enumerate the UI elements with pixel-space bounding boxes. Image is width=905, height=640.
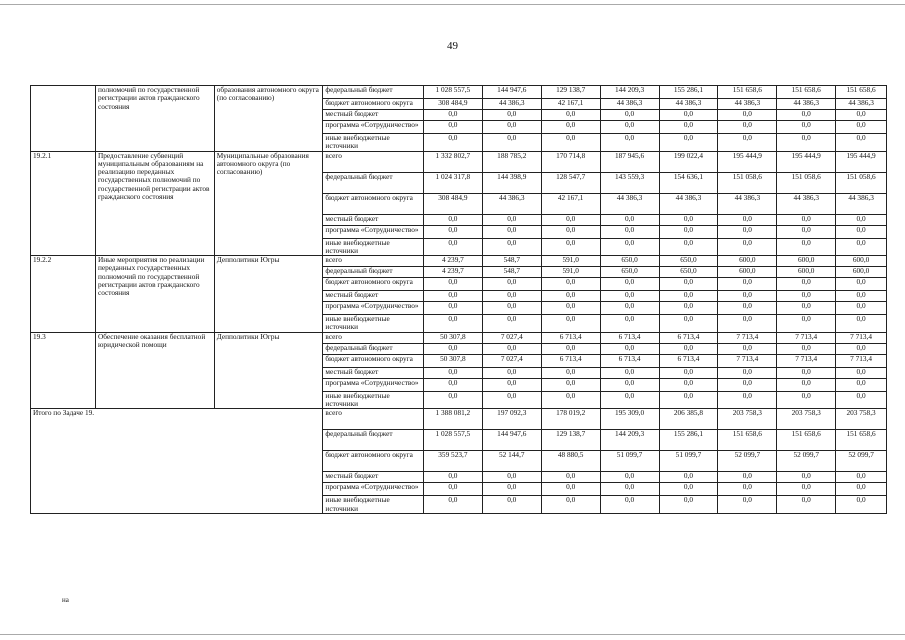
amount-cell: 206 385,8 <box>659 409 718 430</box>
amount-cell: 1 332 802,7 <box>423 151 482 172</box>
amount-cell: 0,0 <box>423 121 482 134</box>
amount-cell: 650,0 <box>600 267 659 278</box>
amount-cell: 548,7 <box>482 256 541 267</box>
amount-cell: 0,0 <box>541 315 600 333</box>
amount-cell: 308 484,9 <box>423 193 482 214</box>
amount-cell: 155 286,1 <box>659 86 718 99</box>
amount-cell: 600,0 <box>836 267 887 278</box>
row-executor: образования автономного округа (по согласованию) <box>214 86 323 152</box>
amount-cell: 0,0 <box>423 391 482 409</box>
amount-cell: 4 239,7 <box>423 267 482 278</box>
amount-cell: 52 144,7 <box>482 451 541 472</box>
amount-cell: 44 386,3 <box>659 193 718 214</box>
amount-cell: 0,0 <box>836 278 887 291</box>
funding-source: иные внебюджетные источники <box>323 391 424 409</box>
amount-cell: 0,0 <box>600 134 659 152</box>
amount-cell: 0,0 <box>482 110 541 121</box>
amount-cell: 7 713,4 <box>777 354 836 367</box>
amount-cell: 0,0 <box>659 134 718 152</box>
funding-source: программа «Сотрудничество» <box>323 121 424 134</box>
funding-source: иные внебюджетные источники <box>323 496 424 514</box>
funding-source: бюджет автономного округа <box>323 451 424 472</box>
total-row <box>31 409 887 430</box>
amount-cell: 0,0 <box>600 472 659 483</box>
budget-table <box>30 85 887 514</box>
amount-cell: 0,0 <box>482 134 541 152</box>
amount-cell: 195 444,9 <box>836 151 887 172</box>
amount-cell: 591,0 <box>541 256 600 267</box>
amount-cell: 44 386,3 <box>836 193 887 214</box>
funding-source: федеральный бюджет <box>323 172 424 193</box>
amount-cell: 0,0 <box>777 134 836 152</box>
amount-cell: 6 713,4 <box>541 332 600 343</box>
amount-cell: 0,0 <box>541 291 600 302</box>
amount-cell: 0,0 <box>541 391 600 409</box>
amount-cell: 0,0 <box>659 315 718 333</box>
amount-cell: 0,0 <box>541 214 600 225</box>
amount-cell: 0,0 <box>836 238 887 256</box>
amount-cell: 0,0 <box>659 110 718 121</box>
amount-cell: 0,0 <box>423 472 482 483</box>
amount-cell: 0,0 <box>836 315 887 333</box>
amount-cell: 0,0 <box>541 483 600 496</box>
amount-cell: 0,0 <box>482 378 541 391</box>
table-row <box>31 256 887 267</box>
amount-cell: 203 758,3 <box>777 409 836 430</box>
amount-cell: 0,0 <box>423 315 482 333</box>
amount-cell: 0,0 <box>541 496 600 514</box>
amount-cell: 0,0 <box>541 302 600 315</box>
amount-cell: 44 386,3 <box>836 99 887 110</box>
amount-cell: 0,0 <box>482 121 541 134</box>
amount-cell: 0,0 <box>600 343 659 354</box>
funding-source: бюджет автономного округа <box>323 278 424 291</box>
funding-source: всего <box>323 409 424 430</box>
amount-cell: 0,0 <box>600 214 659 225</box>
table-row <box>31 332 887 343</box>
amount-cell: 187 945,6 <box>600 151 659 172</box>
amount-cell: 51 099,7 <box>659 451 718 472</box>
amount-cell: 1 388 081,2 <box>423 409 482 430</box>
amount-cell: 52 099,7 <box>718 451 777 472</box>
amount-cell: 0,0 <box>718 278 777 291</box>
amount-cell: 0,0 <box>836 343 887 354</box>
amount-cell: 0,0 <box>482 343 541 354</box>
amount-cell: 0,0 <box>777 378 836 391</box>
amount-cell: 129 138,7 <box>541 86 600 99</box>
amount-cell: 359 523,7 <box>423 451 482 472</box>
amount-cell: 0,0 <box>423 496 482 514</box>
amount-cell: 0,0 <box>718 378 777 391</box>
amount-cell: 0,0 <box>777 315 836 333</box>
amount-cell: 0,0 <box>718 483 777 496</box>
amount-cell: 129 138,7 <box>541 430 600 451</box>
amount-cell: 0,0 <box>718 238 777 256</box>
amount-cell: 0,0 <box>482 367 541 378</box>
amount-cell: 600,0 <box>718 267 777 278</box>
amount-cell: 0,0 <box>482 315 541 333</box>
amount-cell: 0,0 <box>423 214 482 225</box>
amount-cell: 0,0 <box>659 214 718 225</box>
amount-cell: 0,0 <box>777 110 836 121</box>
amount-cell: 48 880,5 <box>541 451 600 472</box>
amount-cell: 6 713,4 <box>600 332 659 343</box>
amount-cell: 0,0 <box>600 278 659 291</box>
amount-cell: 44 386,3 <box>659 99 718 110</box>
amount-cell: 0,0 <box>777 472 836 483</box>
amount-cell: 0,0 <box>777 343 836 354</box>
funding-source: местный бюджет <box>323 110 424 121</box>
amount-cell: 0,0 <box>718 121 777 134</box>
amount-cell: 0,0 <box>659 472 718 483</box>
amount-cell: 0,0 <box>600 110 659 121</box>
amount-cell: 0,0 <box>423 483 482 496</box>
amount-cell: 42 167,1 <box>541 193 600 214</box>
amount-cell: 0,0 <box>423 367 482 378</box>
amount-cell: 0,0 <box>423 134 482 152</box>
amount-cell: 7 027,4 <box>482 354 541 367</box>
amount-cell: 144 947,6 <box>482 86 541 99</box>
funding-source: местный бюджет <box>323 472 424 483</box>
funding-source: программа «Сотрудничество» <box>323 302 424 315</box>
amount-cell: 144 947,6 <box>482 430 541 451</box>
funding-source: федеральный бюджет <box>323 267 424 278</box>
amount-cell: 0,0 <box>423 302 482 315</box>
funding-source: федеральный бюджет <box>323 343 424 354</box>
amount-cell: 0,0 <box>482 391 541 409</box>
scan-edge-bottom <box>0 634 905 635</box>
funding-source: федеральный бюджет <box>323 86 424 99</box>
amount-cell: 0,0 <box>600 483 659 496</box>
amount-cell: 0,0 <box>541 225 600 238</box>
amount-cell: 0,0 <box>718 343 777 354</box>
amount-cell: 52 099,7 <box>777 451 836 472</box>
amount-cell: 44 386,3 <box>482 99 541 110</box>
amount-cell: 0,0 <box>718 391 777 409</box>
amount-cell: 1 028 557,5 <box>423 430 482 451</box>
amount-cell: 0,0 <box>836 302 887 315</box>
amount-cell: 0,0 <box>836 134 887 152</box>
amount-cell: 0,0 <box>777 121 836 134</box>
row-name: Обеспечение оказания бесплатной юридической помощи <box>95 332 214 409</box>
bottom-note: на <box>62 596 69 604</box>
amount-cell: 600,0 <box>718 256 777 267</box>
amount-cell: 7 713,4 <box>836 354 887 367</box>
amount-cell: 650,0 <box>659 256 718 267</box>
amount-cell: 0,0 <box>541 134 600 152</box>
amount-cell: 151 058,6 <box>836 172 887 193</box>
amount-cell: 4 239,7 <box>423 256 482 267</box>
amount-cell: 0,0 <box>600 302 659 315</box>
amount-cell: 151 658,6 <box>718 86 777 99</box>
amount-cell: 0,0 <box>836 121 887 134</box>
amount-cell: 50 307,8 <box>423 354 482 367</box>
amount-cell: 0,0 <box>482 238 541 256</box>
amount-cell: 0,0 <box>541 378 600 391</box>
amount-cell: 0,0 <box>836 225 887 238</box>
amount-cell: 0,0 <box>482 225 541 238</box>
amount-cell: 0,0 <box>541 110 600 121</box>
amount-cell: 0,0 <box>659 367 718 378</box>
amount-cell: 195 444,9 <box>777 151 836 172</box>
amount-cell: 7 027,4 <box>482 332 541 343</box>
amount-cell: 0,0 <box>718 134 777 152</box>
amount-cell: 0,0 <box>777 278 836 291</box>
amount-cell: 151 658,6 <box>777 430 836 451</box>
amount-cell: 0,0 <box>777 238 836 256</box>
amount-cell: 0,0 <box>836 496 887 514</box>
amount-cell: 6 713,4 <box>600 354 659 367</box>
amount-cell: 44 386,3 <box>718 193 777 214</box>
amount-cell: 195 309,0 <box>600 409 659 430</box>
amount-cell: 1 028 557,5 <box>423 86 482 99</box>
amount-cell: 0,0 <box>600 238 659 256</box>
amount-cell: 203 758,3 <box>718 409 777 430</box>
amount-cell: 44 386,3 <box>777 99 836 110</box>
funding-source: всего <box>323 332 424 343</box>
funding-source: программа «Сотрудничество» <box>323 225 424 238</box>
amount-cell: 0,0 <box>777 302 836 315</box>
amount-cell: 650,0 <box>659 267 718 278</box>
amount-cell: 151 058,6 <box>718 172 777 193</box>
amount-cell: 0,0 <box>482 496 541 514</box>
amount-cell: 0,0 <box>423 343 482 354</box>
amount-cell: 0,0 <box>718 291 777 302</box>
amount-cell: 0,0 <box>600 315 659 333</box>
amount-cell: 0,0 <box>836 291 887 302</box>
amount-cell: 600,0 <box>777 267 836 278</box>
amount-cell: 0,0 <box>836 391 887 409</box>
amount-cell: 0,0 <box>600 291 659 302</box>
amount-cell: 0,0 <box>836 483 887 496</box>
funding-source: иные внебюджетные источники <box>323 238 424 256</box>
amount-cell: 144 209,3 <box>600 430 659 451</box>
amount-cell: 0,0 <box>600 391 659 409</box>
amount-cell: 591,0 <box>541 267 600 278</box>
funding-source: местный бюджет <box>323 291 424 302</box>
funding-source: всего <box>323 151 424 172</box>
amount-cell: 0,0 <box>541 472 600 483</box>
amount-cell: 0,0 <box>541 278 600 291</box>
amount-cell: 650,0 <box>600 256 659 267</box>
amount-cell: 44 386,3 <box>482 193 541 214</box>
amount-cell: 0,0 <box>659 391 718 409</box>
amount-cell: 0,0 <box>718 110 777 121</box>
amount-cell: 155 286,1 <box>659 430 718 451</box>
amount-cell: 0,0 <box>423 238 482 256</box>
amount-cell: 151 658,6 <box>718 430 777 451</box>
table-row <box>31 151 887 172</box>
row-code: 19.2.1 <box>31 151 96 256</box>
amount-cell: 600,0 <box>777 256 836 267</box>
amount-cell: 0,0 <box>836 367 887 378</box>
amount-cell: 144 398,9 <box>482 172 541 193</box>
amount-cell: 151 058,6 <box>777 172 836 193</box>
amount-cell: 0,0 <box>423 225 482 238</box>
amount-cell: 0,0 <box>600 367 659 378</box>
amount-cell: 0,0 <box>777 483 836 496</box>
amount-cell: 0,0 <box>482 291 541 302</box>
amount-cell: 0,0 <box>777 391 836 409</box>
amount-cell: 6 713,4 <box>541 354 600 367</box>
amount-cell: 0,0 <box>541 367 600 378</box>
amount-cell: 44 386,3 <box>718 99 777 110</box>
amount-cell: 154 636,1 <box>659 172 718 193</box>
row-code: 19.3 <box>31 332 96 409</box>
amount-cell: 151 658,6 <box>777 86 836 99</box>
funding-source: всего <box>323 256 424 267</box>
amount-cell: 0,0 <box>836 110 887 121</box>
amount-cell: 0,0 <box>777 225 836 238</box>
funding-source: иные внебюджетные источники <box>323 134 424 152</box>
funding-source: иные внебюджетные источники <box>323 315 424 333</box>
amount-cell: 0,0 <box>718 214 777 225</box>
amount-cell: 0,0 <box>423 110 482 121</box>
total-label: Итого по Задаче 19. <box>31 409 323 514</box>
funding-source: бюджет автономного округа <box>323 354 424 367</box>
amount-cell: 143 559,3 <box>600 172 659 193</box>
amount-cell: 0,0 <box>659 121 718 134</box>
amount-cell: 0,0 <box>423 278 482 291</box>
amount-cell: 0,0 <box>423 378 482 391</box>
amount-cell: 0,0 <box>836 378 887 391</box>
amount-cell: 0,0 <box>600 496 659 514</box>
row-code <box>31 86 96 152</box>
amount-cell: 151 658,6 <box>836 86 887 99</box>
funding-source: бюджет автономного округа <box>323 99 424 110</box>
amount-cell: 0,0 <box>659 238 718 256</box>
funding-source: местный бюджет <box>323 214 424 225</box>
amount-cell: 0,0 <box>482 483 541 496</box>
amount-cell: 195 444,9 <box>718 151 777 172</box>
amount-cell: 0,0 <box>659 291 718 302</box>
amount-cell: 7 713,4 <box>718 354 777 367</box>
amount-cell: 151 658,6 <box>836 430 887 451</box>
amount-cell: 0,0 <box>718 472 777 483</box>
amount-cell: 0,0 <box>600 378 659 391</box>
amount-cell: 0,0 <box>659 483 718 496</box>
amount-cell: 0,0 <box>777 496 836 514</box>
amount-cell: 1 024 317,8 <box>423 172 482 193</box>
row-name: полномочий по государственной регистрации актов гражданского состояния <box>95 86 214 152</box>
amount-cell: 44 386,3 <box>777 193 836 214</box>
amount-cell: 6 713,4 <box>659 354 718 367</box>
amount-cell: 0,0 <box>718 225 777 238</box>
amount-cell: 144 209,3 <box>600 86 659 99</box>
amount-cell: 0,0 <box>659 343 718 354</box>
amount-cell: 0,0 <box>600 225 659 238</box>
amount-cell: 178 019,2 <box>541 409 600 430</box>
amount-cell: 0,0 <box>659 225 718 238</box>
amount-cell: 0,0 <box>777 214 836 225</box>
amount-cell: 52 099,7 <box>836 451 887 472</box>
amount-cell: 0,0 <box>541 121 600 134</box>
table-row <box>31 86 887 99</box>
amount-cell: 0,0 <box>659 378 718 391</box>
amount-cell: 308 484,9 <box>423 99 482 110</box>
amount-cell: 0,0 <box>600 121 659 134</box>
amount-cell: 0,0 <box>718 496 777 514</box>
amount-cell: 203 758,3 <box>836 409 887 430</box>
amount-cell: 0,0 <box>659 278 718 291</box>
amount-cell: 7 713,4 <box>777 332 836 343</box>
amount-cell: 188 785,2 <box>482 151 541 172</box>
funding-source: федеральный бюджет <box>323 430 424 451</box>
row-name: Иные мероприятия по реализации переданных государственных полномочий по государственной регистрации актов гражданского состояния <box>95 256 214 333</box>
funding-source: программа «Сотрудничество» <box>323 483 424 496</box>
row-code: 19.2.2 <box>31 256 96 333</box>
row-executor: Депполитики Югры <box>214 332 323 409</box>
amount-cell: 0,0 <box>718 315 777 333</box>
amount-cell: 51 099,7 <box>600 451 659 472</box>
row-name: Предоставление субвенций муниципальным образованиям на реализацию переданных государственных полномочий по государственной регистрации актов гражданского состояния <box>95 151 214 256</box>
amount-cell: 0,0 <box>777 291 836 302</box>
amount-cell: 0,0 <box>659 302 718 315</box>
amount-cell: 0,0 <box>659 496 718 514</box>
amount-cell: 0,0 <box>836 472 887 483</box>
amount-cell: 0,0 <box>718 367 777 378</box>
amount-cell: 0,0 <box>541 343 600 354</box>
row-executor: Муниципальные образования автономного округа (по согласованию) <box>214 151 323 256</box>
amount-cell: 50 307,8 <box>423 332 482 343</box>
amount-cell: 7 713,4 <box>836 332 887 343</box>
amount-cell: 548,7 <box>482 267 541 278</box>
funding-source: программа «Сотрудничество» <box>323 378 424 391</box>
amount-cell: 0,0 <box>777 367 836 378</box>
amount-cell: 197 092,3 <box>482 409 541 430</box>
amount-cell: 0,0 <box>482 214 541 225</box>
amount-cell: 600,0 <box>836 256 887 267</box>
amount-cell: 0,0 <box>718 302 777 315</box>
amount-cell: 0,0 <box>423 291 482 302</box>
amount-cell: 44 386,3 <box>600 99 659 110</box>
row-executor: Депполитики Югры <box>214 256 323 333</box>
amount-cell: 7 713,4 <box>718 332 777 343</box>
amount-cell: 42 167,1 <box>541 99 600 110</box>
amount-cell: 6 713,4 <box>659 332 718 343</box>
amount-cell: 199 022,4 <box>659 151 718 172</box>
amount-cell: 0,0 <box>541 238 600 256</box>
amount-cell: 170 714,8 <box>541 151 600 172</box>
amount-cell: 0,0 <box>482 278 541 291</box>
funding-source: бюджет автономного округа <box>323 193 424 214</box>
funding-source: местный бюджет <box>323 367 424 378</box>
amount-cell: 128 547,7 <box>541 172 600 193</box>
amount-cell: 0,0 <box>482 472 541 483</box>
amount-cell: 44 386,3 <box>600 193 659 214</box>
scan-edge-top <box>0 4 905 5</box>
amount-cell: 0,0 <box>482 302 541 315</box>
page-number: 49 <box>447 40 458 52</box>
amount-cell: 0,0 <box>836 214 887 225</box>
